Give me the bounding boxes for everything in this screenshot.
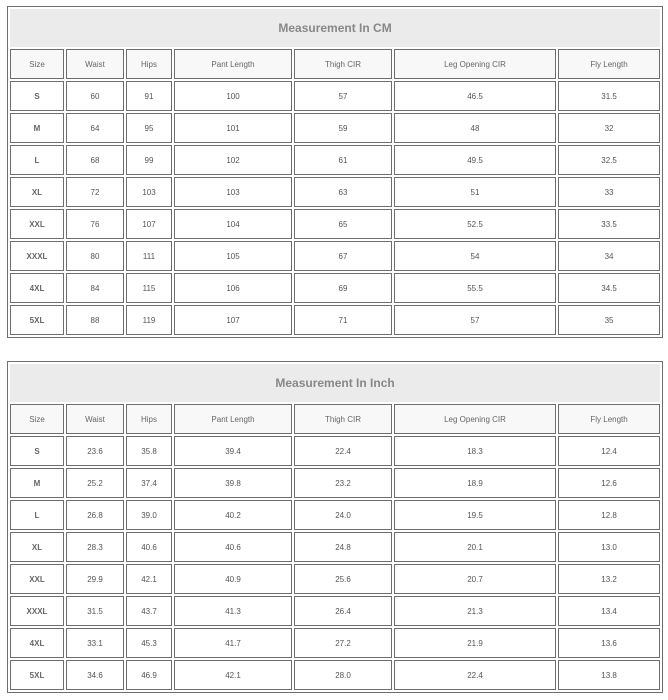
- cell-thigh-cir: 61: [294, 145, 392, 175]
- cell-fly-length: 31.5: [558, 81, 660, 111]
- table-row: [10, 145, 660, 175]
- cell-hips: 95: [126, 113, 172, 143]
- cell-thigh-cir: 65: [294, 209, 392, 239]
- cell-thigh-cir: 63: [294, 177, 392, 207]
- table-row: [10, 500, 660, 530]
- cell-thigh-cir: 71: [294, 305, 392, 335]
- cell-hips: 43.7: [126, 596, 172, 626]
- cell-pant-length: 104: [174, 209, 292, 239]
- cell-leg-opening-cir: 20.7: [394, 564, 556, 594]
- cell-fly-length: 13.4: [558, 596, 660, 626]
- table-row: [10, 273, 660, 303]
- column-header-fly-length: Fly Length: [558, 49, 660, 79]
- cell-waist: 33.1: [66, 628, 124, 658]
- table-row: [10, 532, 660, 562]
- table-title: Measurement In CM: [10, 9, 660, 47]
- cell-thigh-cir: 26.4: [294, 596, 392, 626]
- cell-pant-length: 40.2: [174, 500, 292, 530]
- cell-hips: 37.4: [126, 468, 172, 498]
- cell-thigh-cir: 57: [294, 81, 392, 111]
- table-row: [10, 660, 660, 690]
- table-row: [10, 596, 660, 626]
- cell-waist: 68: [66, 145, 124, 175]
- cell-thigh-cir: 69: [294, 273, 392, 303]
- cell-fly-length: 34: [558, 241, 660, 271]
- cell-thigh-cir: 24.8: [294, 532, 392, 562]
- column-header-waist: Waist: [66, 404, 124, 434]
- cell-waist: 64: [66, 113, 124, 143]
- cell-hips: 35.8: [126, 436, 172, 466]
- cell-pant-length: 40.6: [174, 532, 292, 562]
- cell-waist: 60: [66, 81, 124, 111]
- cell-hips: 45.3: [126, 628, 172, 658]
- table-row: [10, 241, 660, 271]
- cell-waist: 80: [66, 241, 124, 271]
- cell-fly-length: 33.5: [558, 209, 660, 239]
- cell-leg-opening-cir: 22.4: [394, 660, 556, 690]
- table-row: [10, 628, 660, 658]
- cell-thigh-cir: 24.0: [294, 500, 392, 530]
- cell-hips: 107: [126, 209, 172, 239]
- cell-leg-opening-cir: 49.5: [394, 145, 556, 175]
- header-row: [10, 49, 660, 79]
- cell-leg-opening-cir: 18.9: [394, 468, 556, 498]
- measurement-cm-table: [7, 6, 663, 338]
- cell-waist: 25.2: [66, 468, 124, 498]
- cell-thigh-cir: 67: [294, 241, 392, 271]
- cell-hips: 46.9: [126, 660, 172, 690]
- column-header-hips: Hips: [126, 404, 172, 434]
- cell-hips: 42.1: [126, 564, 172, 594]
- cell-waist: 31.5: [66, 596, 124, 626]
- cell-pant-length: 102: [174, 145, 292, 175]
- cell-pant-length: 39.8: [174, 468, 292, 498]
- table-row: [10, 468, 660, 498]
- cell-size: 5XL: [10, 660, 64, 690]
- cell-pant-length: 41.7: [174, 628, 292, 658]
- cell-pant-length: 103: [174, 177, 292, 207]
- cell-fly-length: 33: [558, 177, 660, 207]
- measurement-inch-table: [7, 361, 663, 693]
- cell-fly-length: 13.8: [558, 660, 660, 690]
- column-header-fly-length: Fly Length: [558, 404, 660, 434]
- column-header-pant-length: Pant Length: [174, 404, 292, 434]
- cell-pant-length: 42.1: [174, 660, 292, 690]
- cell-hips: 119: [126, 305, 172, 335]
- column-header-leg-opening-cir: Leg Opening CIR: [394, 404, 556, 434]
- cell-thigh-cir: 22.4: [294, 436, 392, 466]
- cell-thigh-cir: 59: [294, 113, 392, 143]
- cell-pant-length: 39.4: [174, 436, 292, 466]
- cell-hips: 115: [126, 273, 172, 303]
- cell-fly-length: 32: [558, 113, 660, 143]
- cell-waist: 72: [66, 177, 124, 207]
- cell-thigh-cir: 23.2: [294, 468, 392, 498]
- cell-pant-length: 105: [174, 241, 292, 271]
- header-row: [10, 404, 660, 434]
- cell-size: XXL: [10, 209, 64, 239]
- cell-size: XXL: [10, 564, 64, 594]
- cell-leg-opening-cir: 19.5: [394, 500, 556, 530]
- cell-leg-opening-cir: 51: [394, 177, 556, 207]
- cell-waist: 26.8: [66, 500, 124, 530]
- cell-waist: 29.9: [66, 564, 124, 594]
- table-row: [10, 177, 660, 207]
- column-header-thigh-cir: Thigh CIR: [294, 49, 392, 79]
- cell-size: 5XL: [10, 305, 64, 335]
- cell-size: S: [10, 436, 64, 466]
- cell-leg-opening-cir: 52.5: [394, 209, 556, 239]
- cell-leg-opening-cir: 20.1: [394, 532, 556, 562]
- cell-size: M: [10, 113, 64, 143]
- cell-waist: 28.3: [66, 532, 124, 562]
- cell-leg-opening-cir: 46.5: [394, 81, 556, 111]
- cell-fly-length: 34.5: [558, 273, 660, 303]
- cell-leg-opening-cir: 54: [394, 241, 556, 271]
- cell-size: XXXL: [10, 596, 64, 626]
- cell-size: XXXL: [10, 241, 64, 271]
- cell-fly-length: 12.6: [558, 468, 660, 498]
- column-header-size: Size: [10, 404, 64, 434]
- table-row: [10, 564, 660, 594]
- cell-fly-length: 13.2: [558, 564, 660, 594]
- cell-fly-length: 13.0: [558, 532, 660, 562]
- column-header-waist: Waist: [66, 49, 124, 79]
- cell-hips: 103: [126, 177, 172, 207]
- cell-size: L: [10, 500, 64, 530]
- cell-waist: 23.6: [66, 436, 124, 466]
- table-row: [10, 436, 660, 466]
- cell-leg-opening-cir: 55.5: [394, 273, 556, 303]
- cell-thigh-cir: 25.6: [294, 564, 392, 594]
- cell-size: L: [10, 145, 64, 175]
- table-row: [10, 209, 660, 239]
- cell-fly-length: 13.6: [558, 628, 660, 658]
- cell-size: M: [10, 468, 64, 498]
- cell-hips: 111: [126, 241, 172, 271]
- cell-thigh-cir: 28.0: [294, 660, 392, 690]
- cell-fly-length: 12.4: [558, 436, 660, 466]
- cell-waist: 76: [66, 209, 124, 239]
- column-header-size: Size: [10, 49, 64, 79]
- cell-leg-opening-cir: 21.9: [394, 628, 556, 658]
- column-header-hips: Hips: [126, 49, 172, 79]
- cell-size: 4XL: [10, 273, 64, 303]
- cell-hips: 99: [126, 145, 172, 175]
- cell-size: S: [10, 81, 64, 111]
- cell-size: 4XL: [10, 628, 64, 658]
- cell-size: XL: [10, 177, 64, 207]
- cell-fly-length: 35: [558, 305, 660, 335]
- cell-pant-length: 101: [174, 113, 292, 143]
- cell-waist: 88: [66, 305, 124, 335]
- cell-size: XL: [10, 532, 64, 562]
- cell-leg-opening-cir: 48: [394, 113, 556, 143]
- cell-leg-opening-cir: 57: [394, 305, 556, 335]
- cell-leg-opening-cir: 18.3: [394, 436, 556, 466]
- cell-waist: 84: [66, 273, 124, 303]
- cell-hips: 91: [126, 81, 172, 111]
- cell-leg-opening-cir: 21.3: [394, 596, 556, 626]
- cell-pant-length: 41.3: [174, 596, 292, 626]
- cell-thigh-cir: 27.2: [294, 628, 392, 658]
- table-title: Measurement In Inch: [10, 364, 660, 402]
- cell-hips: 40.6: [126, 532, 172, 562]
- table-row: [10, 305, 660, 335]
- cell-fly-length: 32.5: [558, 145, 660, 175]
- cell-hips: 39.0: [126, 500, 172, 530]
- cell-pant-length: 100: [174, 81, 292, 111]
- cell-pant-length: 40.9: [174, 564, 292, 594]
- cell-pant-length: 107: [174, 305, 292, 335]
- table-row: [10, 81, 660, 111]
- cell-pant-length: 106: [174, 273, 292, 303]
- column-header-thigh-cir: Thigh CIR: [294, 404, 392, 434]
- cell-waist: 34.6: [66, 660, 124, 690]
- column-header-leg-opening-cir: Leg Opening CIR: [394, 49, 556, 79]
- table-row: [10, 113, 660, 143]
- column-header-pant-length: Pant Length: [174, 49, 292, 79]
- cell-fly-length: 12.8: [558, 500, 660, 530]
